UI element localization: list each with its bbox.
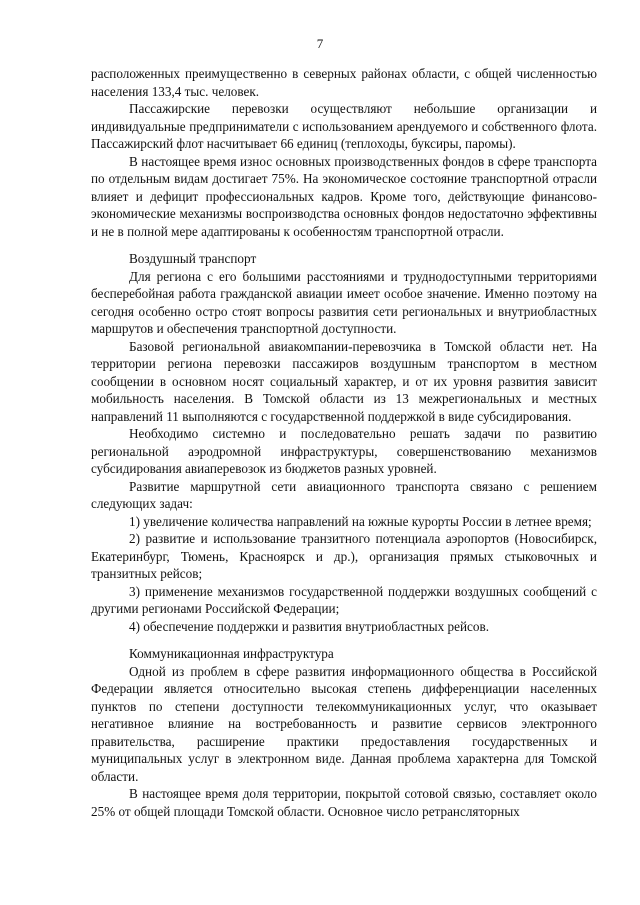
list-item-4: 4) обеспечение поддержки и развития внутриобластных рейсов. xyxy=(129,618,490,634)
list-item-2: 2) развитие и использование транзитного потенциала аэропортов (Новосибирск, Екатеринбург, Тюмень, Красноярск и др.), организация прямых стыковочных и транзитных рейсов; xyxy=(91,531,597,581)
paragraph-passenger-transport: Пассажирские перевозки осуществляют небольшие организации и индивидуальные предприниматели с использованием арендуемого и собственного флота. Пассажирский флот насчитывает 66 единиц (теплоходы, буксиры, паромы). xyxy=(91,101,597,151)
paragraph-route-network: Развитие маршрутной сети авиационного транспорта связано с решением следующих задач: xyxy=(91,478,597,511)
list-item-1: 1) увеличение количества направлений на южные курорты России в летнее время; xyxy=(129,513,592,529)
section-heading-air-transport: Воздушный транспорт xyxy=(129,251,257,266)
paragraph-fixed-assets: В настоящее время износ основных производственных фондов в сфере транспорта по отдельным видам достигает 75%. На экономическое состояние транспортной отрасли влияет и дефицит профессиональных кадров. Кроме того, действующие финансово-экономические механизмы воспроизводства основных фондов недостаточно эффективны и не в полной мере адаптированы к особенностям транспортной отрасли. xyxy=(91,153,597,239)
section-heading-communication: Коммуникационная инфраструктура xyxy=(129,646,334,661)
paragraph-information-society: Одной из проблем в сфере развития информационного общества в Российской Федерации является относительно высокая степень дифференциации населенных пунктов по степени доступности телекоммуникационных услуг, что оказывает негативное влияние на востребованность и развитие сервисов электронного правительства, расширение практики предоставления государственных и муниципальных услуг в электронном виде. Данная проблема характерна для Томской области. xyxy=(91,663,597,784)
paragraph-air-tasks: Необходимо системно и последовательно решать задачи по развитию региональной аэродромной инфраструктуры, совершенствованию механизмов субсидирования авиаперевозок из бюджетов разных уровней. xyxy=(91,426,597,476)
paragraph-cellular-coverage: В настоящее время доля территории, покрытой сотовой связью, составляет около 25% от общей площади Томской области. Основное число ретрансляторных xyxy=(91,786,597,819)
list-item-3: 3) применение механизмов государственной поддержки воздушных сообщений с другими регионами Российской Федерации; xyxy=(91,583,597,616)
page-number: 7 xyxy=(316,36,324,51)
paragraph-air-carrier: Базовой региональной авиакомпании-перевозчика в Томской области нет. На территории региона перевозки пассажиров воздушным транспортом в местном сообщении в основном носят социальный характер, и от их уровня развития зависит мобильность населения. В Томской области из 13 межрегиональных и местных направлений 11 выполняются с государственной поддержкой в виде субсидирования. xyxy=(91,338,597,424)
document-body xyxy=(91,65,597,820)
paragraph-continuation: расположенных преимущественно в северных районах области, с общей численностью населения 133,4 тыс. человек. xyxy=(91,66,597,99)
paragraph-air-importance: Для региона с его большими расстояниями и труднодоступными территориями бесперебойная работа гражданской авиации имеет особое значение. Именно поэтому на сегодня особенно остро стоят вопросы развития сети региональных и внутриобластных маршрутов и обеспечения транспортной доступности. xyxy=(91,268,597,336)
